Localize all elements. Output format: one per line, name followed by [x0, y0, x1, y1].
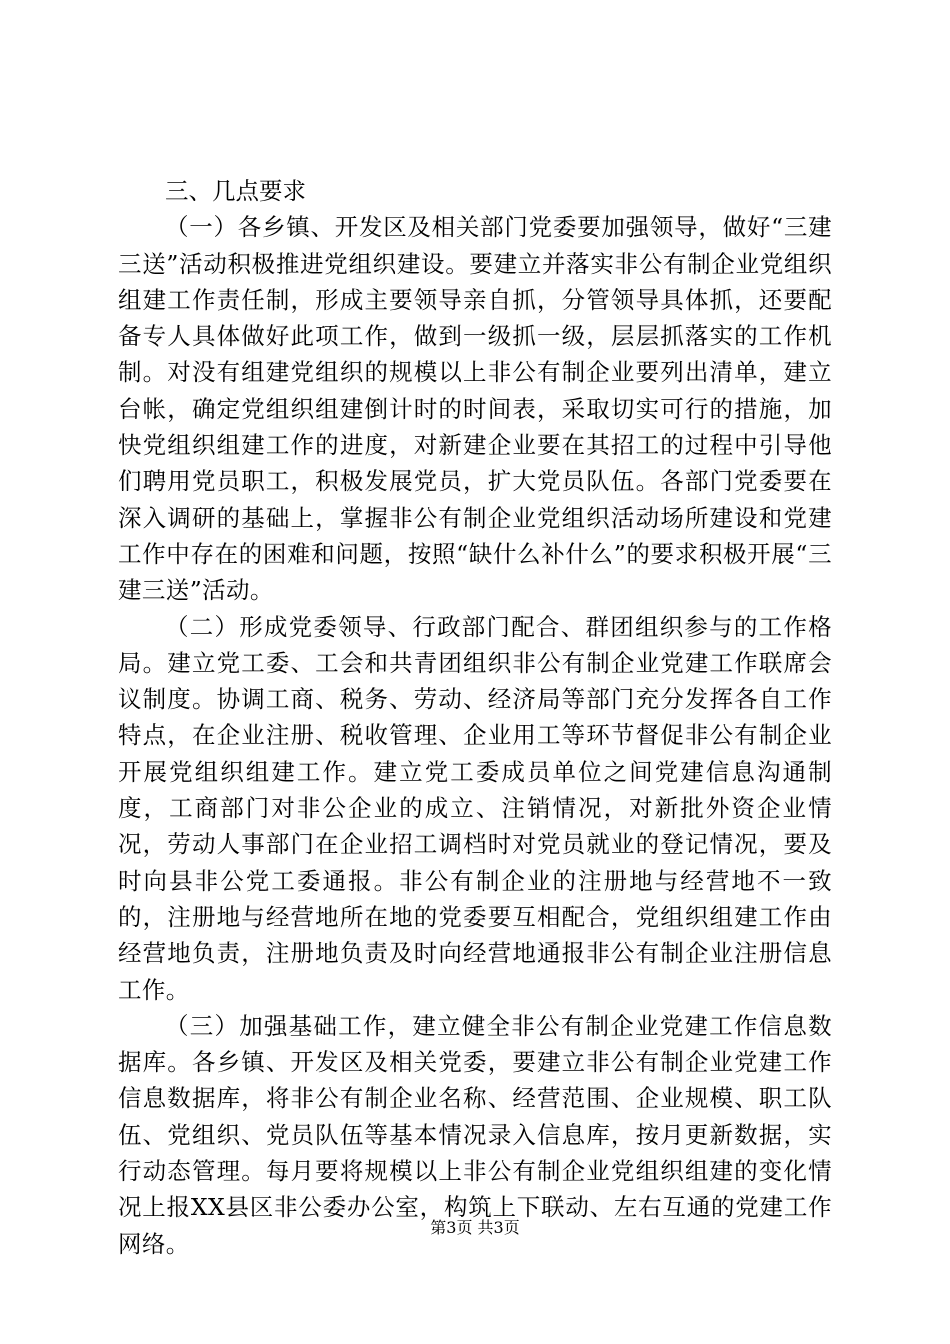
paragraph-3: （三）加强基础工作，建立健全非公有制企业党建工作信息数据库。各乡镇、开发区及相关党委，要建立非公有制企业党建工作信息数据库，将非公有制企业名称、经营范围、企业规模、职工队伍、党组织、党员队伍等基本情况录入信息库，按月更新数据，实行动态管理。每月要将规模以上非公有制企业党组织组建的变化情况上报XX县区非公委办公室，构筑上下联动、左右互通的党建工作网络。 — [118, 1011, 832, 1258]
document-body — [118, 173, 832, 1262]
page-footer: 第3页 共3页 — [430, 1218, 520, 1237]
section-heading: 三、几点要求 — [165, 177, 306, 205]
paragraph-2: （二）形成党委领导、行政部门配合、群团组织参与的工作格局。建立党工委、工会和共青团组织非公有制企业党建工作联席会议制度。协调工商、税务、劳动、经济局等部门充分发挥各自工作特点，在企业注册、税收管理、企业用工等环节督促非公有制企业开展党组织组建工作。建立党工委成员单位之间党建信息沟通制度，工商部门对非公企业的成立、注销情况，对新批外资企业情况，劳动人事部门在企业招工调档时对党员就业的登记情况，要及时向县非公党工委通报。非公有制企业的注册地与经营地不一致的，注册地与经营地所在地的党委要互相配合，党组织组建工作由经营地负责，注册地负责及时向经营地通报非公有制企业注册信息工作。 — [118, 612, 832, 1004]
paragraph-1: （一）各乡镇、开发区及相关部门党委要加强领导，做好“三建三送”活动积极推进党组织建设。要建立并落实非公有制企业党组织组建工作责任制，形成主要领导亲自抓，分管领导具体抓，还要配备专人具体做好此项工作，做到一级抓一级，层层抓落实的工作机制。对没有组建党组织的规模以上非公有制企业要列出清单，建立台帐，确定党组织组建倒计时的时间表，采取切实可行的措施，加快党组织组建工作的进度，对新建企业要在其招工的过程中引导他们聘用党员职工，积极发展党员，扩大党员队伍。各部门党委要在深入调研的基础上，掌握非公有制企业党组织活动场所建设和党建工作中存在的困难和问题，按照“缺什么补什么”的要求积极开展“三建三送”活动。 — [118, 213, 832, 605]
